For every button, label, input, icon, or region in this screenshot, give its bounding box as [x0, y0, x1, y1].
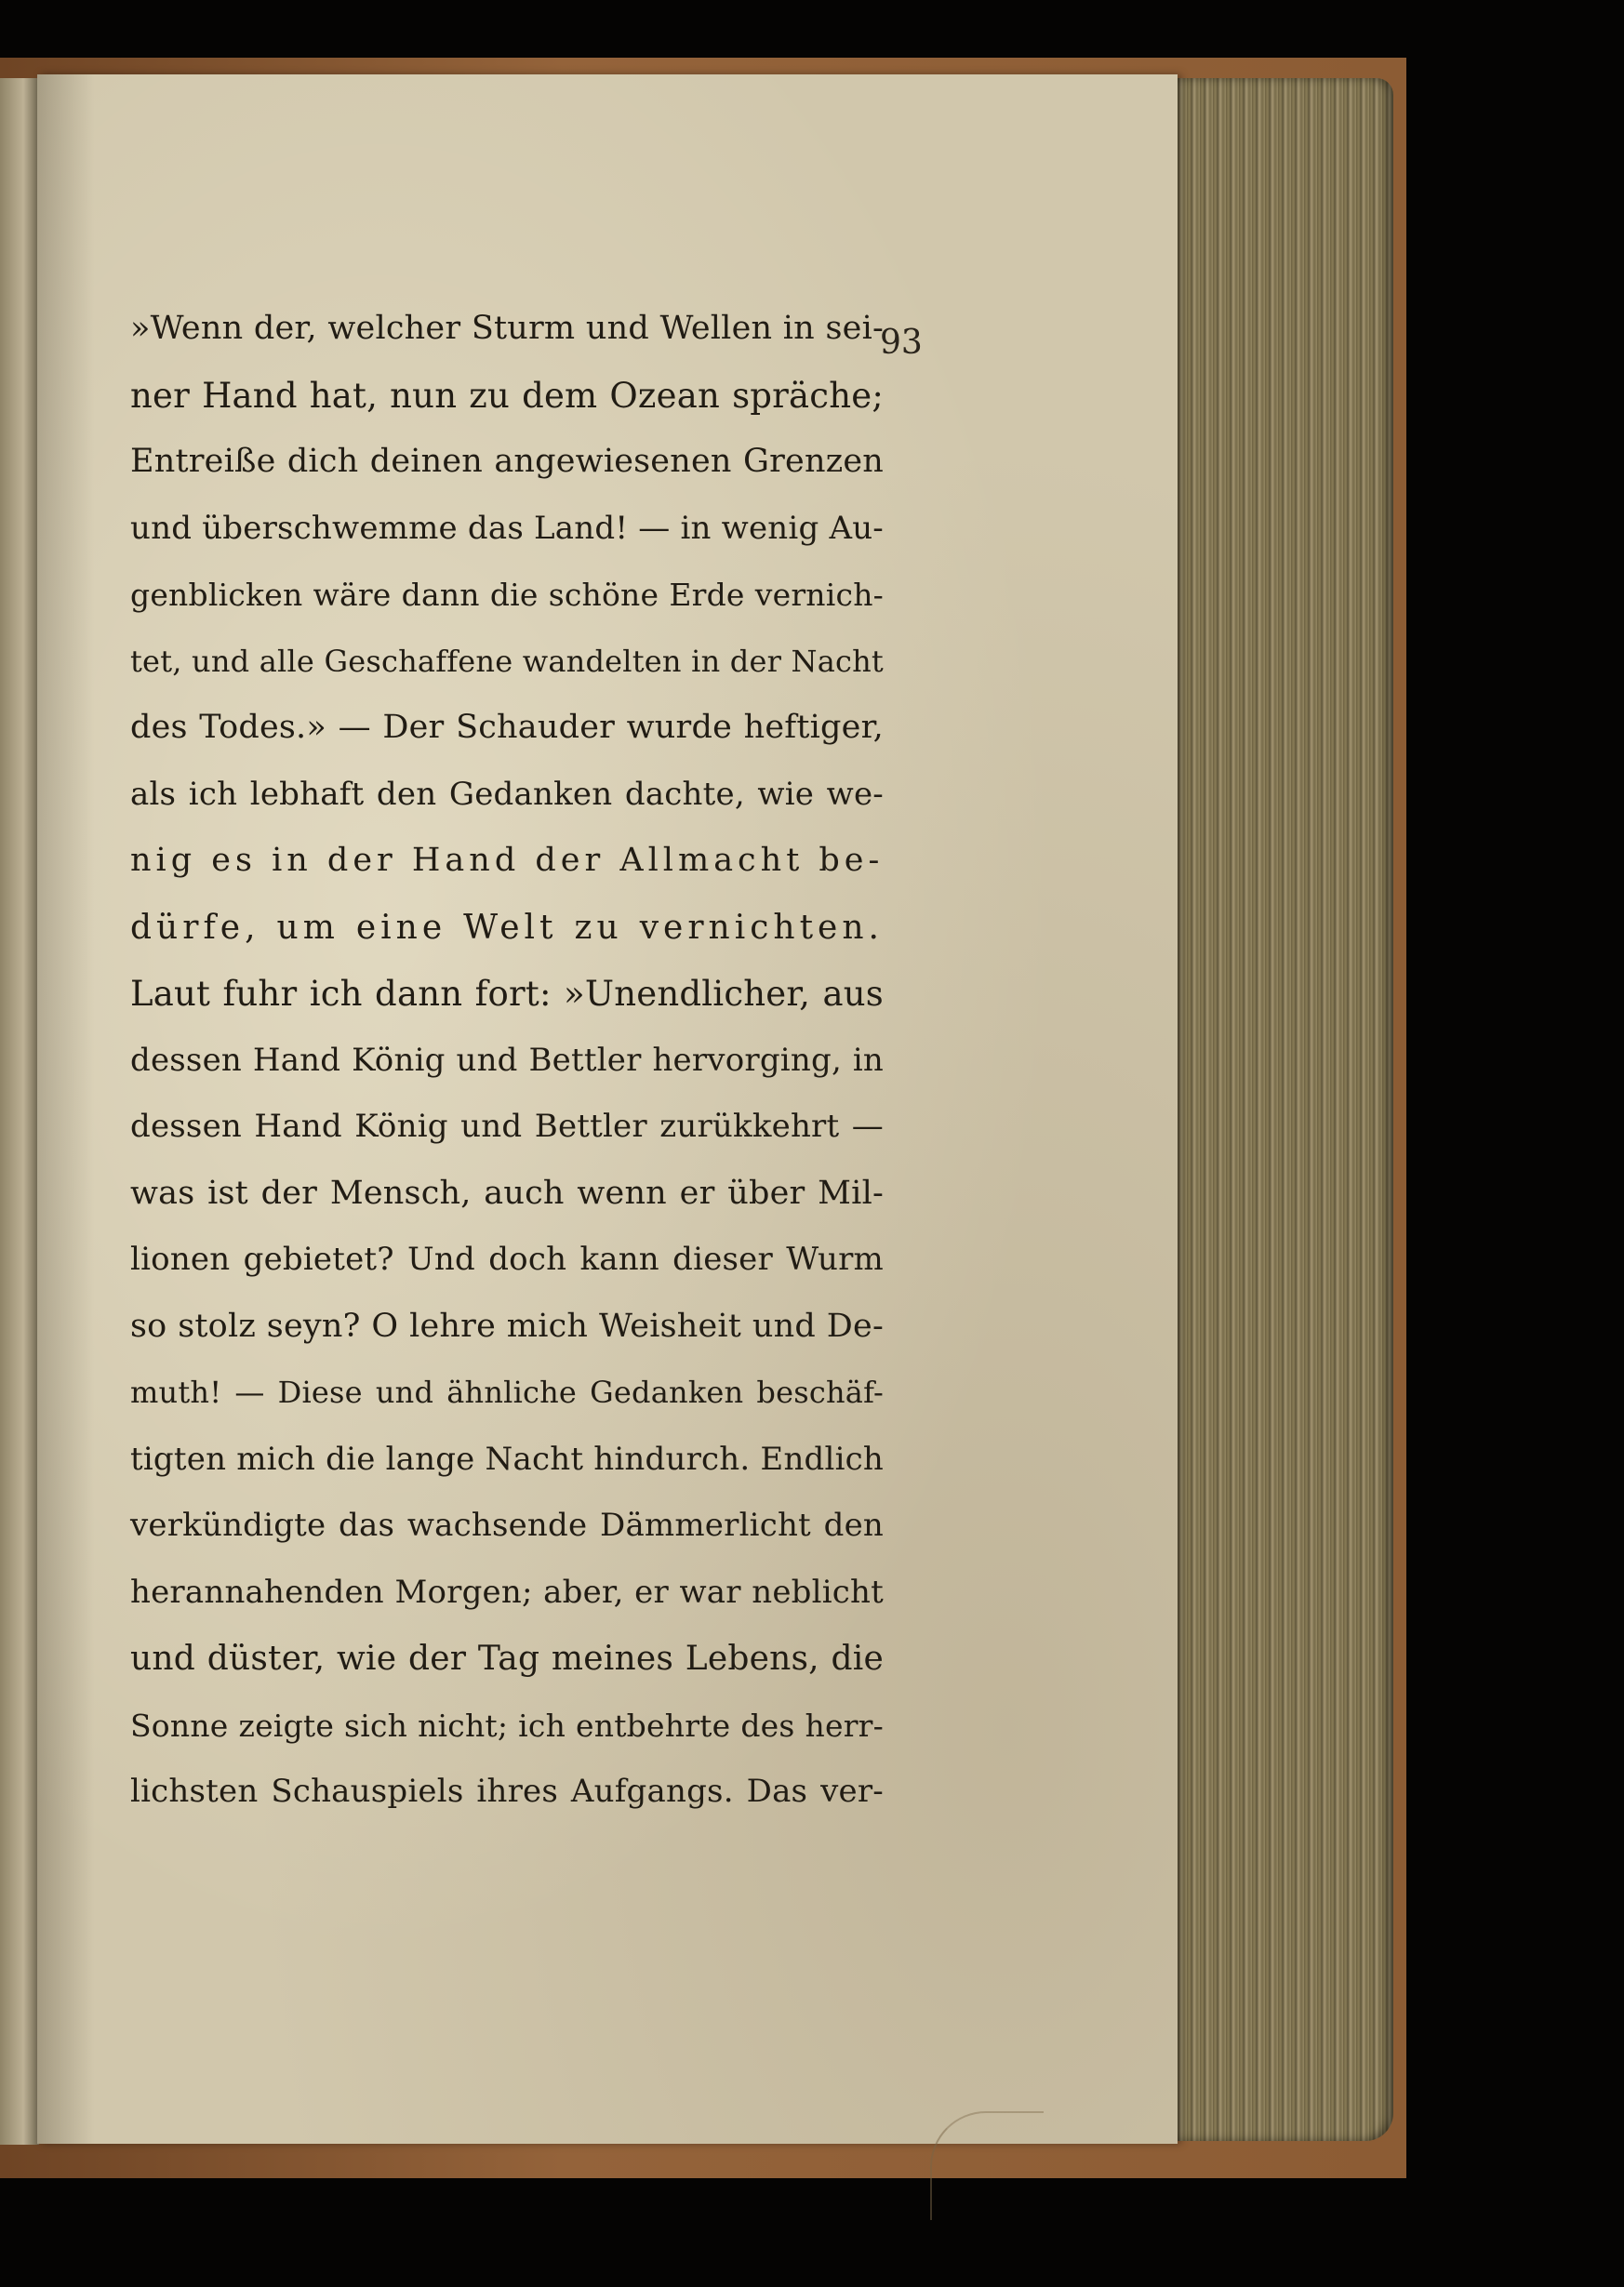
text-line: des Todes.» — Der Schauder wurde heftiger, — [130, 709, 884, 746]
text-line: lichsten Schauspiels ihres Aufgangs. Das ver- — [130, 1773, 884, 1810]
text-line: dessen Hand König und Bettler zurükkehrt — — [130, 1108, 884, 1145]
text-line: tet, und alle Geschaffene wandelten in der Nacht — [130, 643, 884, 679]
text-line: muth! — Diese und ähnliche Gedanken beschäf- — [130, 1375, 884, 1410]
text-line: nig es in der Hand der Allmacht be- — [130, 842, 885, 879]
text-line: als ich lebhaft den Gedanken dachte, wie we- — [130, 775, 884, 813]
text-line: was ist der Mensch, auch wenn er über Mil- — [130, 1174, 884, 1212]
text-line: und überschwemme das Land! — in wenig Au- — [130, 509, 884, 547]
text-line: Entreiße dich deinen angewiesenen Grenzen — [130, 443, 884, 480]
page-text — [130, 296, 884, 1826]
text-line: und düster, wie der Tag meines Lebens, die — [130, 1640, 884, 1678]
text-line: lionen gebietet? Und doch kann dieser Wurm — [130, 1241, 884, 1278]
previous-page-edge — [0, 78, 39, 2145]
page-block-edges — [1161, 78, 1393, 2141]
text-line: verkündigte das wachsende Dämmerlicht den — [130, 1507, 884, 1544]
text-line: herannahenden Morgen; aber, er war neblicht — [130, 1573, 884, 1611]
text-line: ner Hand hat, nun zu dem Ozean spräche; — [130, 375, 884, 416]
text-line: so stolz seyn? O lehre mich Weisheit und De- — [130, 1307, 884, 1345]
page-number: 93 — [880, 324, 923, 362]
text-line: Laut fuhr ich dann fort: »Unendlicher, aus — [130, 974, 884, 1014]
text-line: Sonne zeigte sich nicht; ich entbehrte des herr- — [130, 1707, 884, 1744]
text-line: tigten mich die lange Nacht hindurch. Endlich — [130, 1440, 884, 1478]
text-line: »Wenn der, welcher Sturm und Wellen in sei- — [130, 310, 884, 347]
text-line: dürfe, um eine Welt zu vernichten. — [130, 908, 884, 947]
text-line: dessen Hand König und Bettler hervorging, in — [130, 1041, 884, 1079]
text-line: genblicken wäre dann die schöne Erde vernich- — [130, 577, 884, 613]
paper-tear — [930, 2111, 1044, 2220]
